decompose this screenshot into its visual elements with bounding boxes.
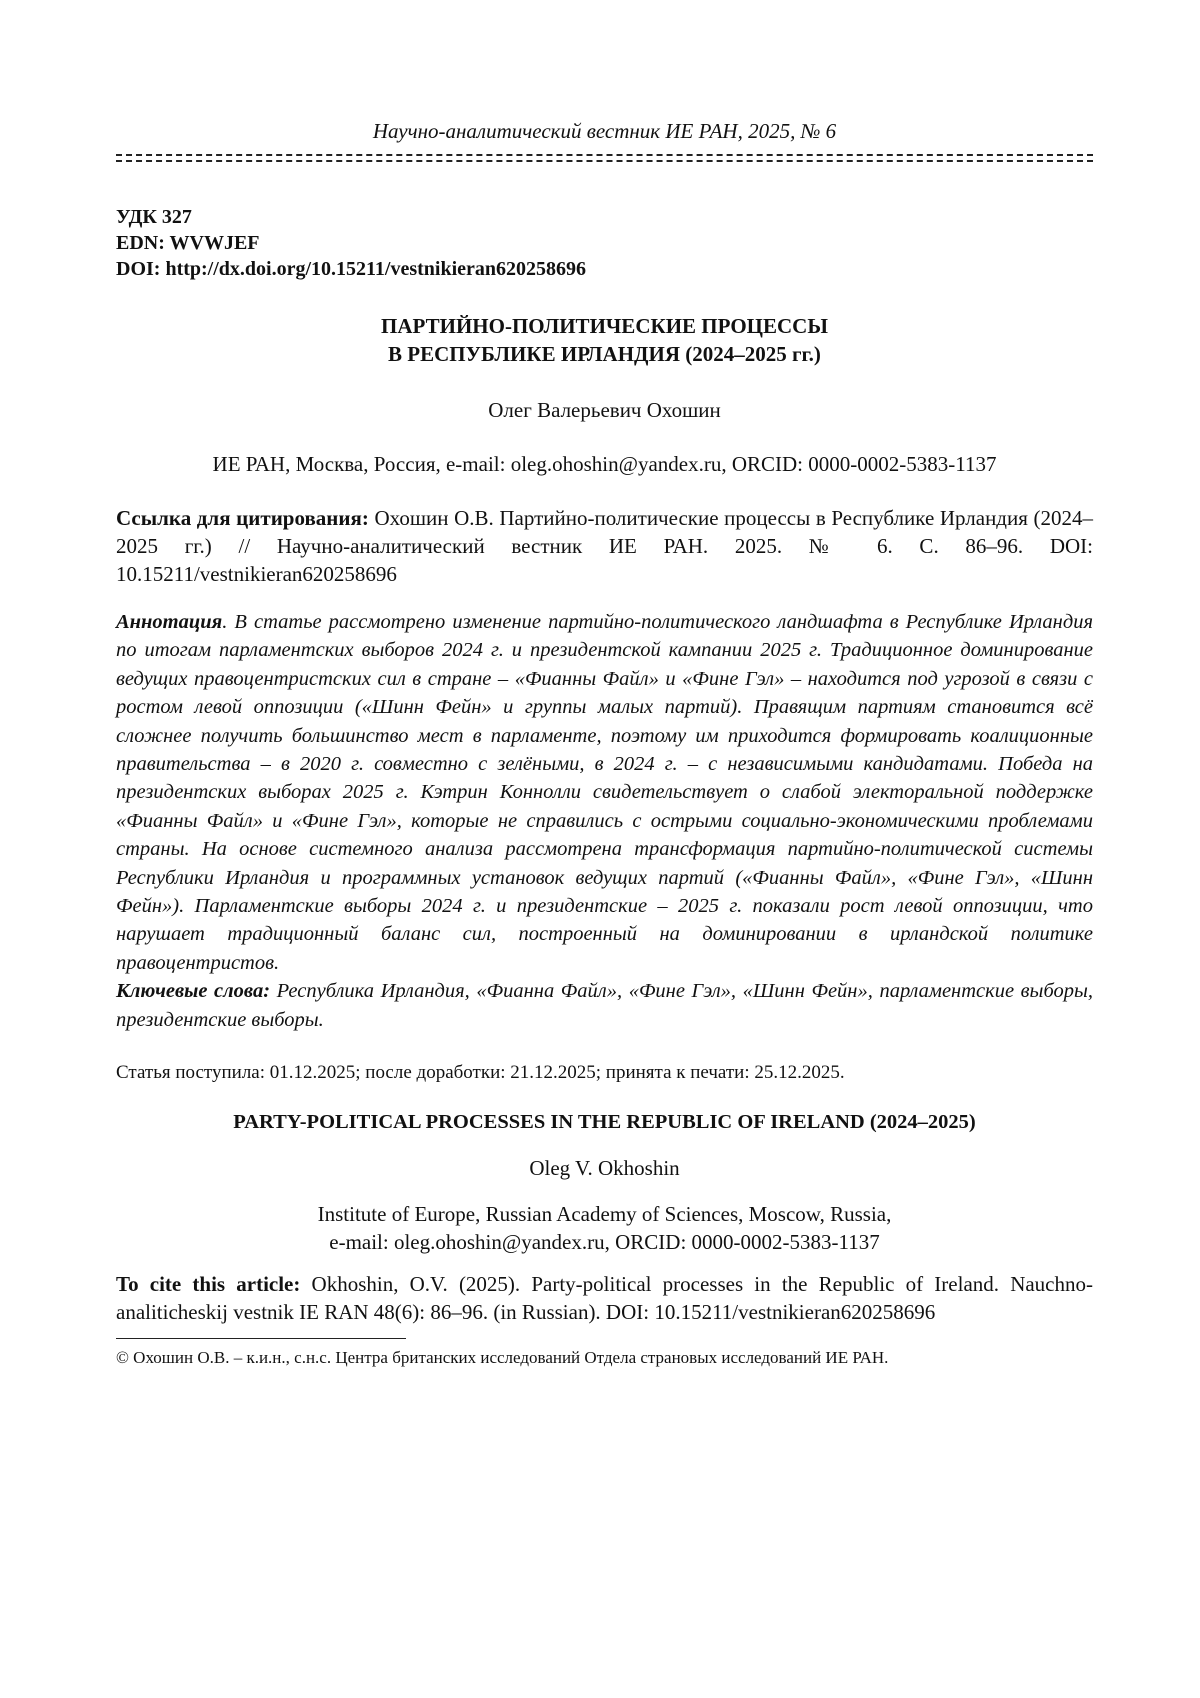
keywords-text: Республика Ирландия, «Фианна Файл», «Фине Гэл», «Шинн Фейн», парламентские выборы, президентские выборы.	[116, 980, 1093, 1031]
abstract-label: Аннотация	[116, 611, 223, 633]
abstract-block	[116, 608, 1093, 977]
english-cite-text: Okhoshin, O.V. (2025). Party-political processes in the Republic of Ireland. Nauchno-analiticheskij vestnik IE RAN 48(6): 86–96. (in Russian). DOI: 10.15211/vestnikieran620258696	[116, 1272, 1093, 1325]
english-affiliation-line-1: Institute of Europe, Russian Academy of Sciences, Moscow, Russia,	[317, 1202, 892, 1227]
doi: DOI: http://dx.doi.org/10.15211/vestnikieran620258696	[116, 258, 587, 280]
footnote: © Охошин О.В. – к.и.н., с.н.с. Центра британских исследований Отдела страновых исследований ИЕ РАН.	[116, 1348, 889, 1368]
journal-header: Научно-аналитический вестник ИЕ РАН, 2025, № 6	[372, 119, 837, 143]
english-affiliation-line-2: e-mail: oleg.ohoshin@yandex.ru, ORCID: 0000-0002-5383-1137	[329, 1230, 880, 1255]
edn: EDN: WVWJEF	[116, 232, 260, 254]
rule-line-top	[116, 152, 1093, 156]
english-author: Oleg V. Okhoshin	[529, 1156, 680, 1181]
article-dates: Статья поступила: 01.12.2025; после доработки: 21.12.2025; принята к печати: 25.12.2025.	[116, 1062, 845, 1084]
article-page	[116, 118, 1093, 1369]
english-title: PARTY-POLITICAL PROCESSES IN THE REPUBLIC OF IRELAND (2024–2025)	[233, 1111, 976, 1134]
header-double-rule	[116, 152, 1093, 162]
english-citation-block	[116, 1270, 1093, 1326]
footnote-separator	[116, 1338, 406, 1339]
english-cite-label: To cite this article:	[116, 1272, 301, 1297]
citation-label: Ссылка для цитирования:	[116, 506, 369, 530]
article-title	[116, 312, 1093, 368]
author-affiliation: ИЕ РАН, Москва, Россия, e-mail: oleg.ohoshin@yandex.ru, ORCID: 0000-0002-5383-1137	[212, 452, 997, 476]
author-name: Олег Валерьевич Охошин	[488, 398, 721, 422]
abstract-text: . В статье рассмотрено изменение партийно-политического ландшафта в Республике Ирландия по итогам парламентских выборов 2024 г. и президентской кампании 2025 г. Традиционное доминирование ведущих правоцентристских сил в стране – «Фианны Файл» и «Фине Гэл» – находится под угрозой в связи с ростом левой оппозиции («Шинн Фейн» и группы малых партий). Правящим партиям становится всё сложнее получить большинство мест в парламенте, поэтому им приходится формировать коалиционные правительства – в 2020 г. совместно с зелёными, в 2024 г. – с независимыми кандидатами. Победа на президентских выборах 2025 г. Кэтрин Коннолли свидетельствует о слабой электоральной поддержке «Фианны Файл» и «Фине Гэл», которые не справились с острыми социально-экономическими проблемами страны. На основе системного анализа рассмотрена трансформация партийно-политической системы Республики Ирландия и программных установок ведущих партий («Фианны Файл», «Фине Гэл», «Шинн Фейн»). Парламентские выборы 2024 г. и президентские – 2025 г. показали рост левой оппозиции, что нарушает традиционный баланс сил, построенный на доминировании в ирландской политике правоцентристов.	[116, 611, 1093, 974]
citation-text: Охошин О.В. Партийно-политические процессы в Республике Ирландия (2024–2025 гг.) // Научно-аналитический вестник ИЕ РАН. 2025. № 6. С. 86–96. DOI: 10.15211/vestnikieran620258696	[116, 506, 1093, 586]
udk: УДК 327	[116, 206, 192, 228]
title-line-1: ПАРТИЙНО-ПОЛИТИЧЕСКИЕ ПРОЦЕССЫ	[381, 314, 828, 338]
article-meta	[116, 204, 1093, 282]
title-line-2: В РЕСПУБЛИКЕ ИРЛАНДИЯ (2024–2025 гг.)	[388, 342, 821, 366]
rule-line-bottom	[116, 158, 1093, 162]
keywords-label: Ключевые слова:	[116, 980, 271, 1003]
english-affiliation	[116, 1200, 1093, 1256]
keywords-block	[116, 977, 1093, 1034]
citation-block	[116, 504, 1093, 588]
